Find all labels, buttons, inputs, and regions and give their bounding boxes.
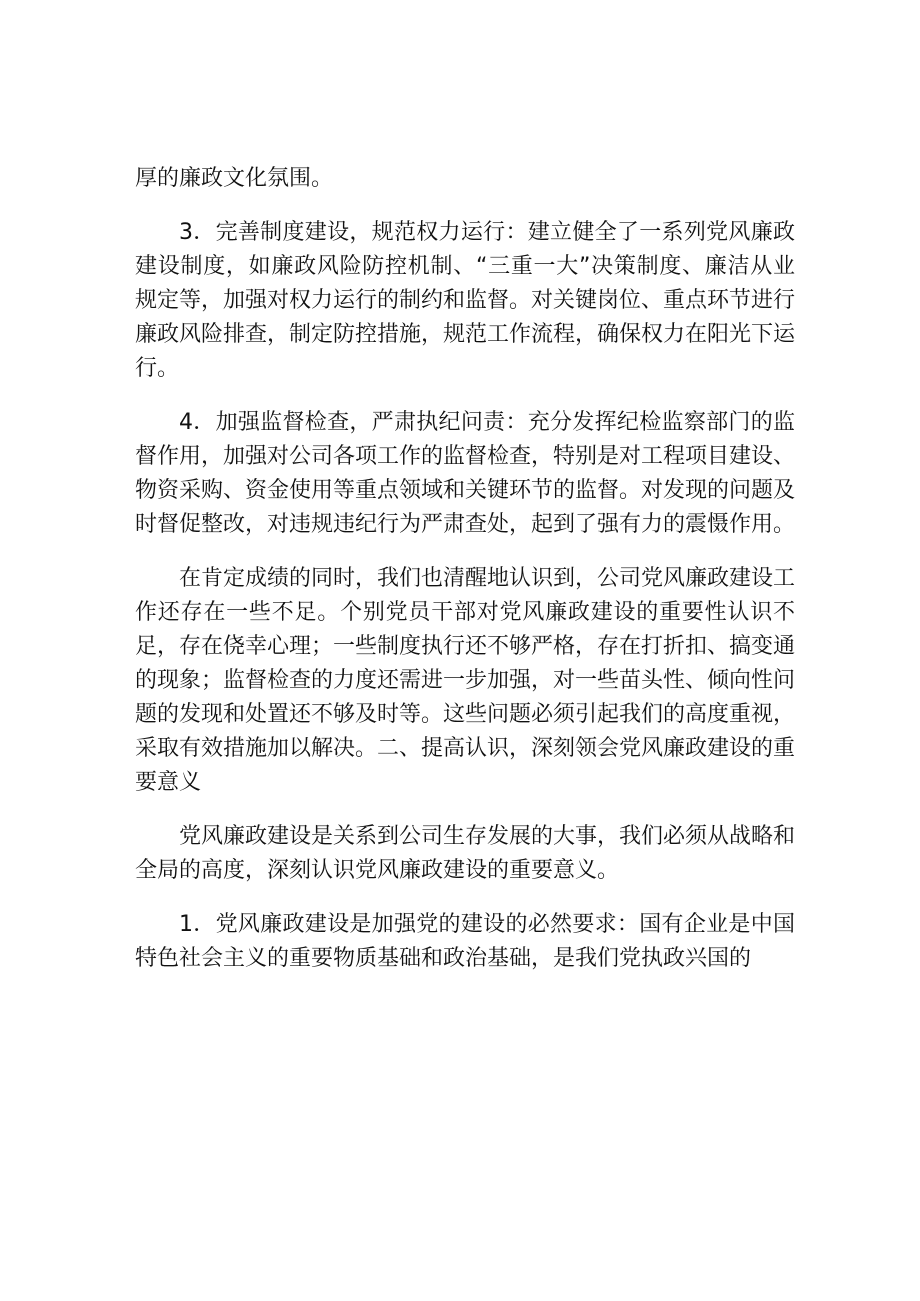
paragraph-item-1: 1．党风廉政建设是加强党的建设的必然要求：国有企业是中国特色社会主义的重要物质基础和政治基础，是我们党执政兴国的 <box>135 912 795 971</box>
paragraph-continuation: 厚的廉政文化氛围。 <box>135 166 334 191</box>
paragraph-item-3: 3．完善制度建设，规范权力运行：建立健全了一系列党风廉政建设制度，如廉政风险防控机制、“三重一大”决策制度、廉洁从业规定等，加强对权力运行的制约和监督。对关键岗位、重点环节进行廉政风险排查，制定防控措施，规范工作流程，确保权力在阳光下运行。 <box>135 220 796 381</box>
paragraph-shortcomings: 在肯定成绩的同时，我们也清醒地认识到，公司党风廉政建设工作还存在一些不足。个别党员干部对党风廉政建设的重要性认识不足，存在侥幸心理；一些制度执行还不够严格，存在打折扣、搞变通的现象；监督检查的力度还需进一步加强，对一些苗头性、倾向性问题的发现和处置还不够及时等。这些问题必须引起我们的高度重视，采取有效措施加以解决。二、提高认识，深刻领会党风廉政建设的重要意义 <box>135 566 796 795</box>
paragraph-importance-intro: 党风廉政建设是关系到公司生存发展的大事，我们必须从战略和全局的高度，深刻认识党风廉政建设的重要意义。 <box>135 824 796 883</box>
document-body <box>135 162 795 996</box>
paragraph-item-4: 4．加强监督检查，严肃执纪问责：充分发挥纪检监察部门的监督作用，加强对公司各项工作的监督检查，特别是对工程项目建设、物资采购、资金使用等重点领域和关键环节的监督。对发现的问题及时督促整改，对违规违纪行为严肃查处，起到了强有力的震慑作用。 <box>135 410 796 537</box>
